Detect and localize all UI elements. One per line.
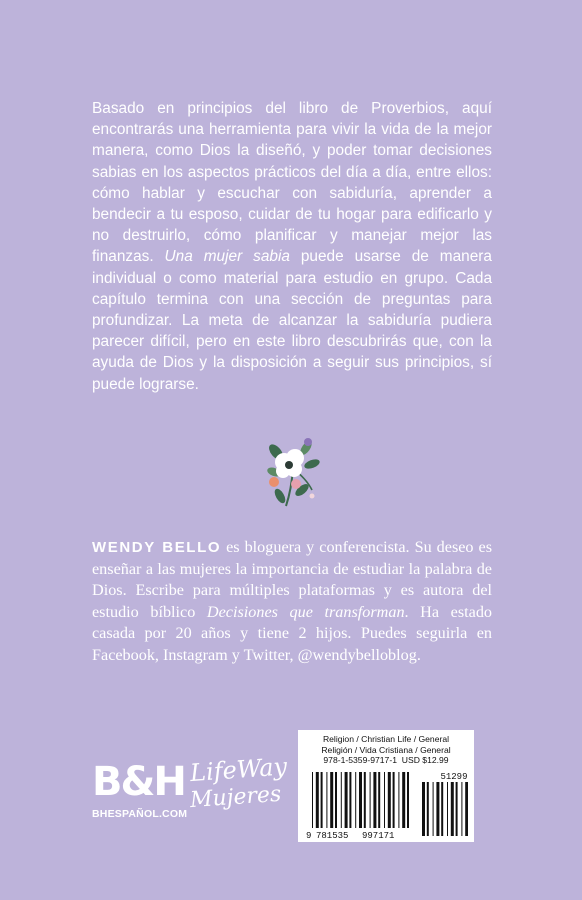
- barcode-bar: [433, 782, 434, 836]
- barcode-bar: [330, 772, 333, 828]
- barcode-bar: [398, 772, 399, 828]
- bio-text: es bloguera y conferencista. Su deseo es enseñar a las mujeres la importancia de estudiar la palabra de Dios. Escribe para múltiples plataformas y es autora del estudio bíblico: [92, 538, 492, 621]
- barcode-bar: [461, 782, 462, 836]
- price-barcode-bars: [422, 782, 468, 836]
- bh-publisher-logo: [92, 759, 188, 824]
- barcode-bar: [427, 782, 429, 836]
- isbn-number: 978-1-5359-9717-1: [323, 755, 397, 766]
- ean-barcode-bars: [312, 772, 409, 828]
- bh-logo-mark: B&H: [92, 759, 185, 805]
- isbn-price-line: [298, 755, 474, 766]
- barcode-bar: [341, 772, 342, 828]
- barcode-bar: [370, 772, 371, 828]
- barcode-bar: [349, 772, 351, 828]
- barcode-bar: [373, 772, 376, 828]
- back-cover-description: [92, 98, 492, 395]
- barcode-bar: [456, 782, 458, 836]
- barcode-bar: [335, 772, 337, 828]
- book-title-italic: Una mujer sabia: [164, 248, 290, 266]
- lifeway-logo-line2: Mujeres: [189, 781, 283, 814]
- flower-ornament-icon: [262, 438, 324, 510]
- description-text: Basado en principios del libro de Proverbios, aquí encontrarás una herramienta para vivir la vida de la mejor manera, como Dios la diseñó, y poder tomar decisiones sabias en los aspectos prácticos del día a día, entre ellos: cómo hablar y escuchar con sabiduría, aprender a bendecir a tu esposo, cuidar de tu hogar para edificarlo y no destruirlo, cómo planificar y manejar mejor las finanzas.: [92, 100, 492, 266]
- barcode-bar: [312, 772, 313, 828]
- author-name: WENDY BELLO: [92, 539, 222, 556]
- barcode-bar: [451, 782, 454, 836]
- price-code: 51299: [440, 772, 468, 782]
- lifeway-mujeres-logo: [189, 752, 289, 826]
- barcode-bar: [407, 772, 409, 828]
- price: USD $12.99: [401, 755, 449, 766]
- barcode-bar: [447, 782, 448, 836]
- barcode-bar: [436, 782, 439, 836]
- study-title-italic: Decisiones que transforman: [206, 602, 405, 621]
- barcode-bar: [326, 772, 327, 828]
- barcode-bar: [316, 772, 319, 828]
- barcode-bar: [364, 772, 366, 828]
- isbn-barcode: [304, 770, 468, 840]
- barcode-left-digits: 781535: [316, 831, 349, 840]
- barcode-bar: [345, 772, 348, 828]
- barcode-bar: [393, 772, 395, 828]
- barcode-right-digits: 997171: [362, 831, 395, 840]
- barcode-bar: [441, 782, 443, 836]
- barcode-info: [298, 734, 474, 766]
- lifeway-logo-line1: LifeWay: [189, 752, 289, 788]
- barcode-bar: [384, 772, 385, 828]
- author-bio: [92, 537, 492, 667]
- barcode-lead-digit: 9: [306, 831, 312, 840]
- barcode-bar: [422, 782, 425, 836]
- category-spanish: Religión / Vida Cristiana / General: [321, 744, 451, 755]
- bio-text-cont: . Ha estado casada por 20 años y tiene 2 hijos. Puedes seguirla en Facebook, Instagram y Twitter, @wendybelloblog.: [92, 602, 493, 664]
- publisher-website: BHESPAÑOL.COM: [92, 808, 188, 820]
- barcode-bar: [402, 772, 405, 828]
- barcode-bar: [378, 772, 380, 828]
- barcode-bar: [355, 772, 356, 828]
- barcode-panel: [298, 730, 474, 842]
- description-text-cont: puede usarse de manera individual o como material para estudio en grupo. Cada capítulo termina con una sección de preguntas para profundizar. La meta de alcanzar la sabiduría pudiera parecer difícil, pero en este libro descubrirás que, con la ayuda de Dios y la disposición a seguir sus principios, sí puede lograrse.: [92, 248, 492, 393]
- barcode-bar: [321, 772, 323, 828]
- barcode-bar: [465, 782, 468, 836]
- barcode-bar: [359, 772, 362, 828]
- barcode-bar: [388, 772, 391, 828]
- category-english: Religion / Christian Life / General: [322, 734, 450, 744]
